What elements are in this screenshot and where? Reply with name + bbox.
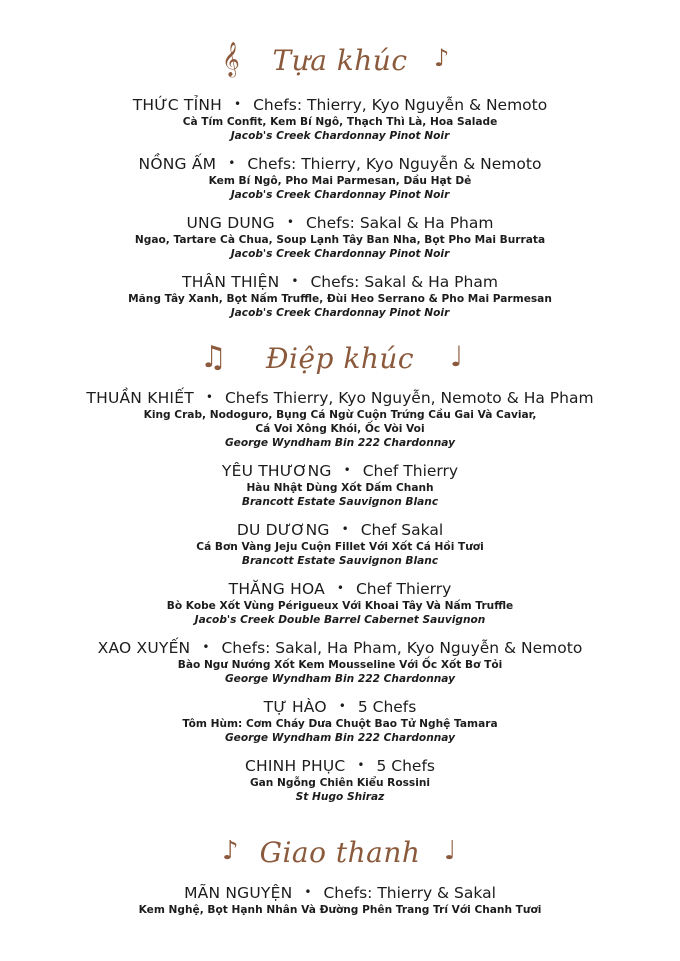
course-chefs: 5 Chefs <box>376 757 435 775</box>
quarter-note-right-icon: ♩ <box>444 836 457 866</box>
bullet: • <box>228 156 236 170</box>
section-header <box>0 338 680 378</box>
course-chefs: 5 Chefs <box>357 698 417 716</box>
course-item <box>0 882 680 917</box>
course-dish: Kem Nghệ, Bọt Hạnh Nhân Và Đường Phên Trang Trí Với Chanh Tươi <box>138 904 542 916</box>
course-chefs: Chefs: Sakal & Ha Pham <box>305 214 494 232</box>
course-dish: Tôm Hùm: Cơm Cháy Dưa Chuột Bao Tử Nghệ Tamara <box>182 718 498 730</box>
section-title: Giao thanh <box>259 835 421 869</box>
course-item <box>0 271 680 320</box>
course-dish: Bò Kobe Xốt Vùng Périgueux Với Khoai Tây Và Nấm Truffle <box>166 600 514 612</box>
course-wine: George Wyndham Bin 222 Chardonnay <box>224 437 456 449</box>
course-wine: St Hugo Shiraz <box>295 791 385 803</box>
course-wine: George Wyndham Bin 222 Chardonnay <box>224 673 456 685</box>
bullet: • <box>343 463 351 477</box>
eighth-note-left-icon: ♪ <box>222 836 239 866</box>
course-item <box>0 153 680 202</box>
course-item <box>0 94 680 143</box>
course-chefs: Chef Thierry <box>362 462 459 480</box>
course-wine: Jacob's Creek Double Barrel Cabernet Sauvignon <box>194 614 486 626</box>
course-item <box>0 387 680 450</box>
course-name: TỰ HÀO <box>263 698 327 716</box>
bullet: • <box>338 699 346 713</box>
course-chefs: Chefs: Thierry, Kyo Nguyễn & Nemoto <box>253 96 548 114</box>
section-giao-thanh <box>0 832 680 872</box>
course-name: UNG DUNG <box>186 214 275 232</box>
section-tua-khuc <box>0 40 680 80</box>
course-item <box>0 212 680 261</box>
course-dish: Ngao, Tartare Cà Chua, Soup Lạnh Tây Ban Nha, Bọt Pho Mai Burrata <box>134 234 546 246</box>
course-name: THUẦN KHIẾT <box>86 389 194 407</box>
course-dish: Bào Ngư Nướng Xốt Kem Mousseline Với Ốc Xốt Bơ Tỏi <box>177 659 503 671</box>
course-wine: Brancott Estate Sauvignon Blanc <box>241 555 439 567</box>
bullet: • <box>205 390 213 404</box>
course-name: THỨC TỈNH <box>132 96 223 114</box>
courses-giao-thanh <box>0 882 680 927</box>
eighth-note-icon: ♪ <box>434 44 450 72</box>
bullet: • <box>336 581 344 595</box>
course-wine: Brancott Estate Sauvignon Blanc <box>241 496 439 508</box>
course-item <box>0 637 680 686</box>
course-wine: Jacob's Creek Chardonnay Pinot Noir <box>230 189 450 201</box>
course-name: NỒNG ẤM <box>138 155 217 173</box>
bullet: • <box>304 885 312 899</box>
section-diep-khuc <box>0 338 680 378</box>
quarter-note-icon: ♩ <box>450 340 464 373</box>
course-dish: Cá Voi Xông Khói, Ốc Vòi Voi <box>255 423 425 435</box>
section-header <box>0 40 680 80</box>
course-item <box>0 755 680 804</box>
course-dish: Hàu Nhật Dùng Xốt Dấm Chanh <box>246 482 434 494</box>
course-dish: Cà Tím Confit, Kem Bí Ngô, Thạch Thì Là, Hoa Salade <box>182 116 498 128</box>
course-name: XAO XUYẾN <box>97 639 191 657</box>
course-chefs: Chef Thierry <box>355 580 452 598</box>
course-chefs: Chefs: Sakal, Ha Pham, Kyo Nguyễn & Nemoto <box>221 639 583 657</box>
course-chefs: Chefs: Sakal & Ha Pham <box>310 273 498 291</box>
course-chefs: Chefs: Thierry & Sakal <box>323 884 496 902</box>
course-item <box>0 578 680 627</box>
course-name: YÊU THƯƠNG <box>221 462 332 480</box>
course-name: MÃN NGUYỆN <box>184 884 293 902</box>
course-dish: Kem Bí Ngô, Pho Mai Parmesan, Dầu Hạt Dẻ <box>208 175 472 187</box>
course-item <box>0 460 680 509</box>
course-dish: Măng Tây Xanh, Bọt Nấm Truffle, Đùi Heo Serrano & Pho Mai Parmesan <box>128 293 552 305</box>
course-chefs: Chefs: Thierry, Kyo Nguyễn & Nemoto <box>247 155 542 173</box>
bullet: • <box>286 215 294 229</box>
course-wine: George Wyndham Bin 222 Chardonnay <box>224 732 456 744</box>
bullet: • <box>357 758 365 772</box>
courses-diep-khuc <box>0 387 680 814</box>
course-wine: Jacob's Creek Chardonnay Pinot Noir <box>230 130 450 142</box>
course-name: THĂNG HOA <box>228 580 325 598</box>
section-title: Tựa khúc <box>272 43 408 77</box>
bullet: • <box>341 522 349 536</box>
bullet: • <box>234 97 242 111</box>
course-name: DU DƯƠNG <box>236 521 330 539</box>
section-header <box>0 832 680 872</box>
course-dish: King Crab, Nodoguro, Bụng Cá Ngừ Cuộn Trứng Cầu Gai Và Caviar, <box>143 409 537 421</box>
bullet: • <box>291 274 299 288</box>
section-title: Điệp khúc <box>265 341 415 375</box>
course-wine: Jacob's Creek Chardonnay Pinot Noir <box>230 307 450 319</box>
course-item <box>0 696 680 745</box>
course-dish: Gan Ngỗng Chiên Kiểu Rossini <box>249 777 431 789</box>
eighth-notes-icon: ♫ <box>200 340 227 375</box>
course-item <box>0 519 680 568</box>
treble-clef-icon: 𝄞 <box>222 42 240 77</box>
course-dish: Cá Bơn Vàng Jeju Cuộn Fillet Với Xốt Cá Hồi Tươi <box>196 541 484 553</box>
course-name: CHINH PHỤC <box>245 757 346 775</box>
courses-tua-khuc <box>0 94 680 330</box>
course-name: THÂN THIỆN <box>182 273 280 291</box>
course-chefs: Chefs Thierry, Kyo Nguyễn, Nemoto & Ha Pham <box>224 389 594 407</box>
course-wine: Jacob's Creek Chardonnay Pinot Noir <box>230 248 450 260</box>
course-chefs: Chef Sakal <box>360 521 444 539</box>
bullet: • <box>202 640 210 654</box>
